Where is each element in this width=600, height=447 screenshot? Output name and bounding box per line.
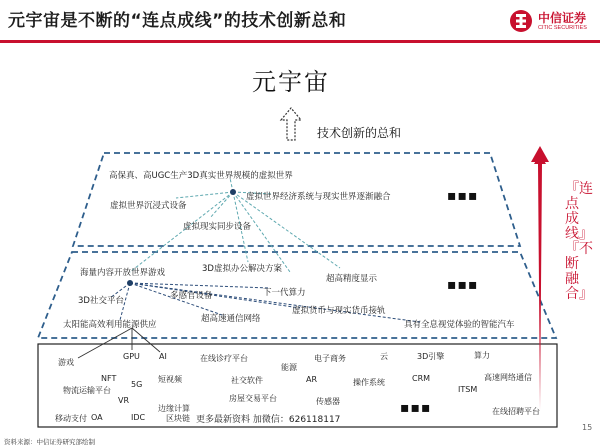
page-number: 15: [582, 423, 593, 432]
tech-item: NFT: [101, 374, 117, 383]
tech-item: IDC: [131, 413, 146, 422]
tech-item: OA: [91, 413, 103, 422]
logo-text: 中信证券: [538, 11, 587, 25]
tech-item: VR: [118, 396, 130, 405]
tech-item: ITSM: [458, 385, 478, 394]
layer3-ellipsis: ▪▪▪: [400, 400, 432, 416]
layer1-ellipsis: ▪▪▪: [447, 188, 479, 204]
tech-item: AI: [159, 352, 167, 361]
layer1-node: 虚拟世界经济系统与现实世界逐渐融合: [246, 192, 391, 202]
tech-item: GPU: [123, 352, 140, 361]
innovation-sum-label: 技术创新的总和: [317, 126, 402, 140]
tech-item: 算力: [474, 351, 490, 360]
layer2-node: 3D虚拟办公解决方案: [202, 264, 282, 274]
layer1-node: 高保真、高UGC生产3D真实世界规模的虚拟世界: [109, 171, 293, 181]
tech-item: 边缘计算: [158, 404, 190, 413]
layer3-links: [78, 328, 160, 358]
layer2-node: 下一代算力: [263, 288, 306, 298]
tech-item: 3D引擎: [417, 352, 445, 361]
page-title: 元宇宙是不断的“连点成线”的技术创新总和: [8, 11, 347, 31]
tech-item: 游戏: [58, 358, 74, 367]
tech-item: 在线招聘平台: [492, 407, 540, 416]
tech-item: 物流运输平台: [63, 386, 111, 395]
tech-item: AR: [306, 375, 318, 384]
tech-item: 短视频: [158, 375, 182, 384]
up-arrow-icon: [281, 108, 301, 140]
layer2-node: 具有全息视觉体验的智能汽车: [404, 320, 515, 330]
tech-item: 在线诊疗平台: [200, 354, 248, 363]
tech-item: 5G: [131, 380, 143, 389]
tech-item: CRM: [412, 374, 431, 383]
layer2-ellipsis: ▪▪▪: [447, 277, 479, 293]
tech-item: 区块链: [166, 414, 190, 423]
logo-subtext: CITIC SECURITIES: [538, 25, 587, 31]
layer2-node: 3D社交平台: [78, 296, 124, 306]
metaverse-label: 元宇宙: [252, 68, 330, 96]
layer1-node: 虚拟世界沉浸式设备: [110, 201, 187, 211]
side-label: 『连点成线』『不断融合』: [565, 181, 593, 302]
layer2-node: 超高精度显示: [326, 274, 378, 284]
tech-item: 电子商务: [314, 354, 346, 363]
layer2-node: 太阳能高效利用能源供应: [63, 320, 157, 330]
layer2-node: 海量内容开放世界游戏: [80, 268, 166, 278]
tech-item: 能源: [281, 363, 297, 372]
layer1-hub: [230, 189, 236, 195]
progression-arrow-icon: [531, 146, 549, 410]
tech-item: 传感器: [316, 397, 340, 406]
layer2-node: 虚拟货币与现实货币接轨: [292, 306, 386, 316]
contact-watermark: 更多最新资料 加微信：626118117: [196, 415, 341, 425]
layer2-node: 超高速通信网络: [201, 314, 261, 324]
layer1-node: 虚拟现实同步设备: [183, 222, 252, 232]
tech-item: 云: [380, 352, 388, 361]
tech-item: 移动支付: [55, 414, 87, 423]
source-note: 资料来源：中信证券研究部绘制: [4, 438, 95, 446]
tech-item: 房屋交易平台: [229, 394, 277, 403]
layer2-node: 多感官设备: [170, 291, 213, 301]
tech-item: 社交软件: [231, 376, 263, 385]
tech-item: 操作系统: [353, 378, 385, 387]
tech-item: 高速网络通信: [484, 373, 532, 382]
layer2-hub: [127, 280, 133, 286]
